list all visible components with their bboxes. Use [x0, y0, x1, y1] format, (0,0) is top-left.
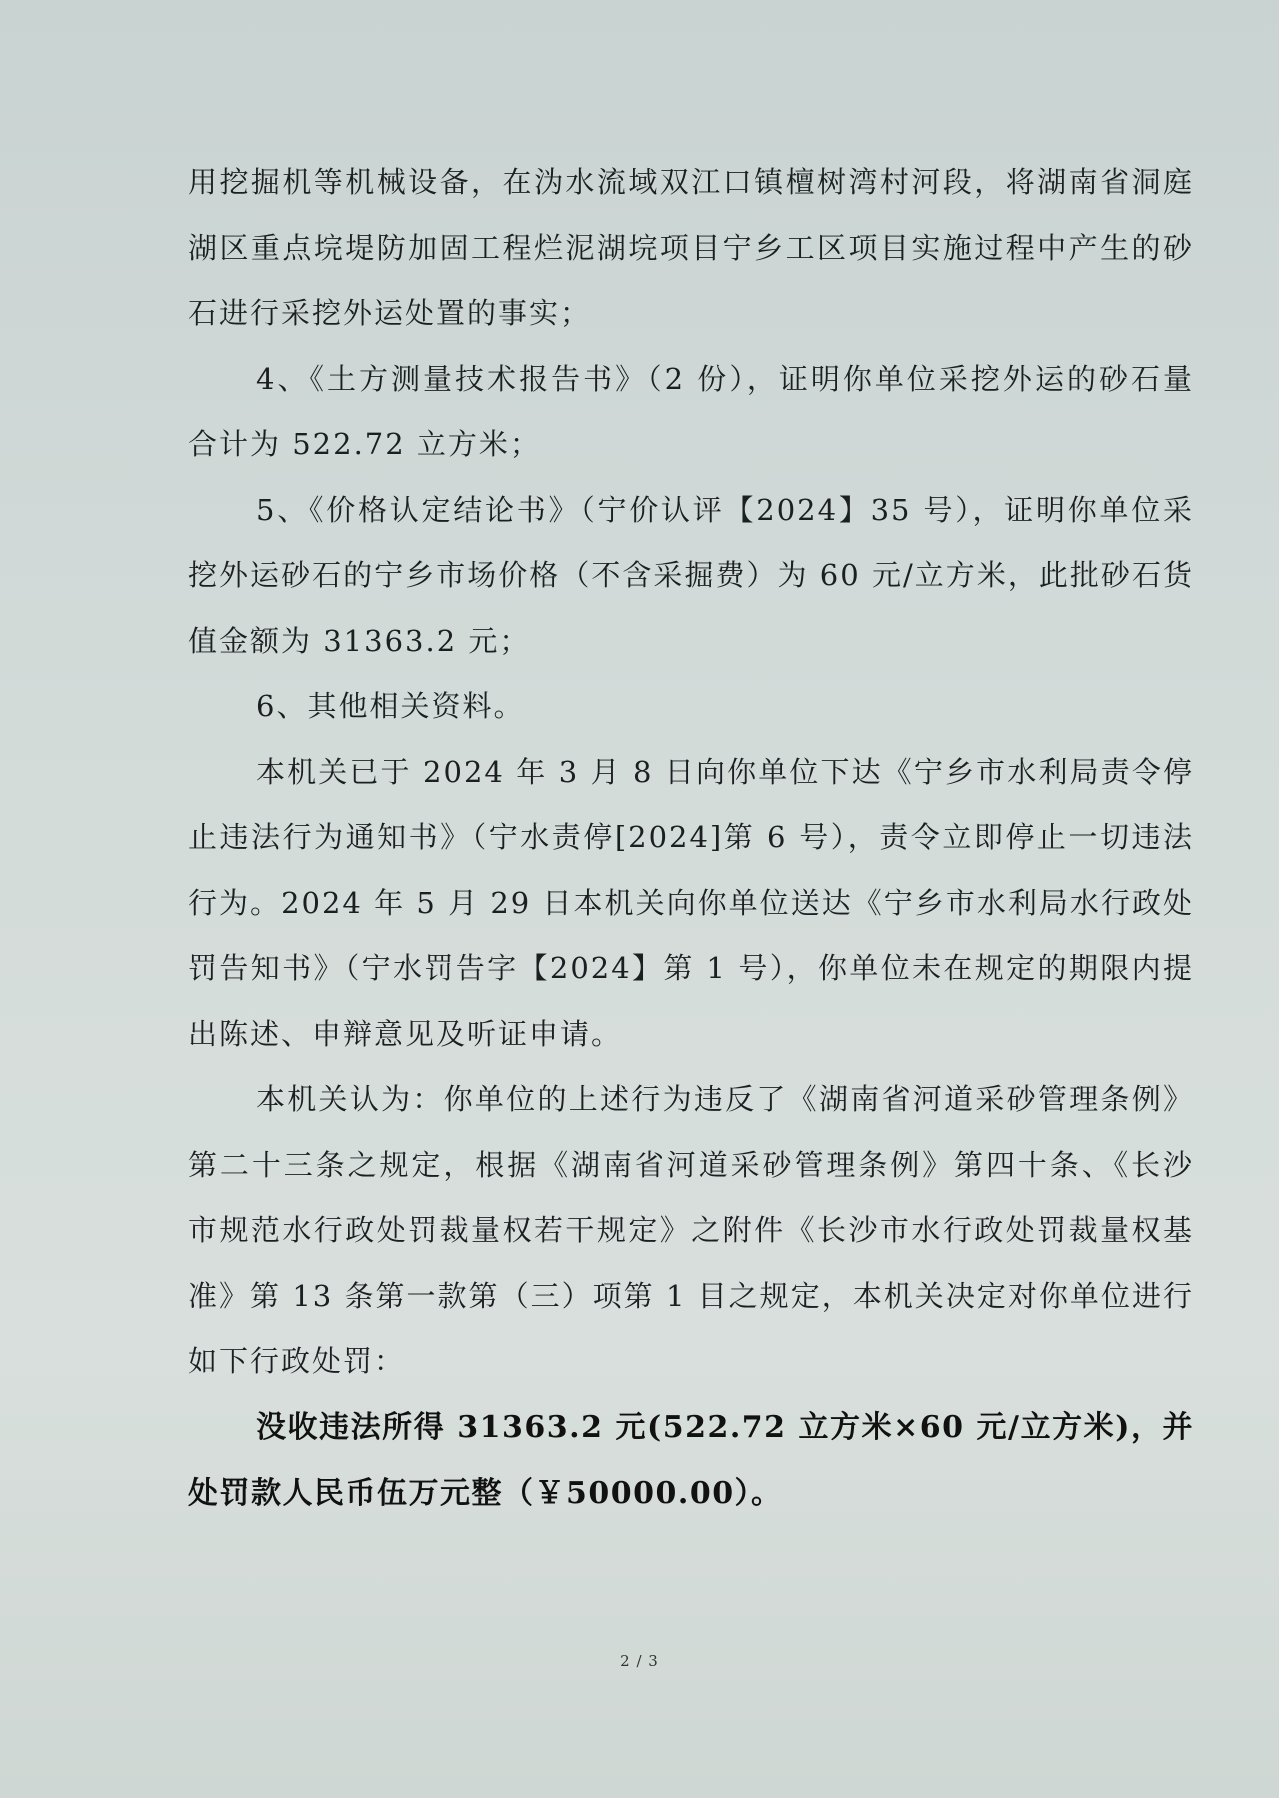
paragraph-evidence-5: 5、《价格认定结论书》（宁价认评【2024】35 号），证明你单位采挖外运砂石的宁乡市场价格（不含采掘费）为 60 元/立方米，此批砂石货值金额为 31363.2 元；: [188, 492, 1194, 658]
paragraph-facts-continued: 用挖掘机等机械设备，在沩水流域双江口镇檀树湾村河段，将湖南省洞庭湖区重点垸堤防加固工程烂泥湖垸项目宁乡工区项目实施过程中产生的砂石进行采挖外运处置的事实；: [188, 165, 1194, 330]
paragraph-evidence-6: 6、其他相关资料。: [256, 689, 525, 723]
paragraph-evidence-4: 4、《土方测量技术报告书》（2 份），证明你单位采挖外运的砂石量合计为 522.72 立方米；: [188, 361, 1194, 461]
paragraph-penalty: 没收违法所得 31363.2 元(522.72 立方米×60 元/立方米)，并处罚款人民币伍万元整（￥50000.00）。: [188, 1409, 1194, 1511]
paragraph-notice: 本机关已于 2024 年 3 月 8 日向你单位下达《宁乡市水利局责令停止违法行为通知书》（宁水责停[2024]第 6 号），责令立即停止一切违法行为。2024 年 5 月 29 日本机关向你单位送达《宁乡市水利局水行政处罚告知书》（宁水罚告字【2024】第 1 号），你单位未在规定的期限内提出陈述、申辩意见及听证申请。: [188, 754, 1194, 1051]
page-number: 2 / 3: [620, 1652, 659, 1670]
paragraph-decision-basis: 本机关认为：你单位的上述行为违反了《湖南省河道采砂管理条例》第二十三条之规定，根据《湖南省河道采砂管理条例》第四十条、《长沙市规范水行政处罚裁量权若干规定》之附件《长沙市水行政处罚裁量权基准》第 13 条第一款第（三）项第 1 目之规定，本机关决定对你单位进行如下行政处罚：: [188, 1082, 1194, 1378]
document-body: [188, 150, 1194, 1527]
